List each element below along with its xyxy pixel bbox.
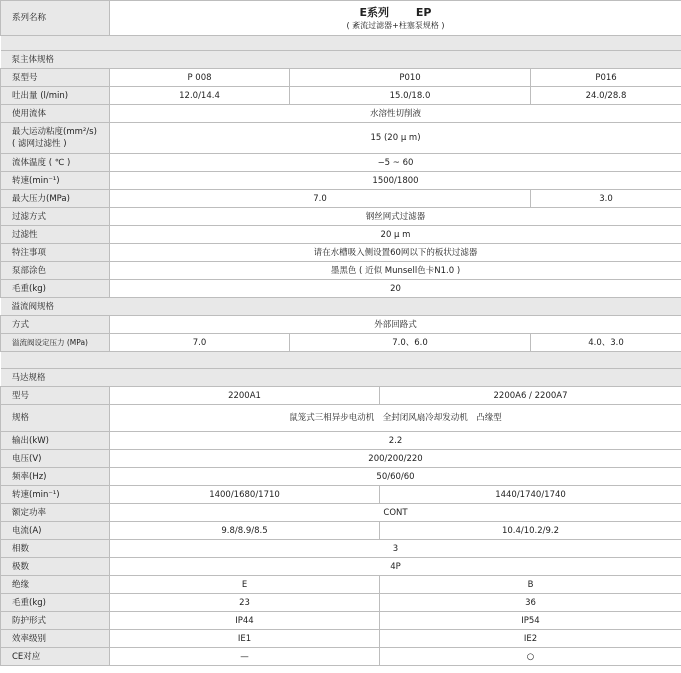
spacer-row — [1, 352, 681, 369]
header-row — [1, 1, 681, 36]
table-row: 效率级别 IE1 IE2 — [1, 630, 681, 648]
table-row: 最大运动粘度(mm²/s) ( 滤网过滤性 ) 15 (20 μ m) — [1, 123, 681, 154]
model-title: EP — [415, 5, 432, 19]
table-row: 极数 4P — [1, 558, 681, 576]
table-row: 特注事项 请在水槽吸入侧设置60网以下的板状过滤器 — [1, 244, 681, 262]
table-row: 方式 外部回路式 — [1, 316, 681, 334]
table-row: 泵部涂色 墨黑色 ( 近似 Munsell色卡N1.0 ) — [1, 262, 681, 280]
table-row: 相数 3 — [1, 540, 681, 558]
series-title: E系列 — [359, 5, 390, 19]
table-row: 额定功率 CONT — [1, 504, 681, 522]
table-row: 泵型号 P 008 P010 P016 — [1, 69, 681, 87]
table-row: CE对应 — ○ — [1, 648, 681, 666]
section-header-motor: 马达规格 — [1, 369, 681, 387]
table-row: 溢流阀设定压力 (MPa) 7.0 7.0、6.0 4.0、3.0 — [1, 334, 681, 352]
table-row: 转速(min⁻¹) 1400/1680/1710 1440/1740/1740 — [1, 486, 681, 504]
table-row: 过滤性 20 μ m — [1, 226, 681, 244]
section-header-relief: 溢流阀规格 — [1, 298, 681, 316]
series-name-label: 系列名称 — [1, 1, 110, 36]
table-row: 毛重(kg) 20 — [1, 280, 681, 298]
spacer-row — [1, 36, 681, 51]
table-row: 最大压力(MPa) 7.0 3.0 — [1, 190, 681, 208]
table-row: 绝缘 E B — [1, 576, 681, 594]
table-row: 型号 2200A1 2200A6 / 2200A7 — [1, 387, 681, 405]
page-title — [110, 1, 681, 36]
table-row: 转速(min⁻¹) 1500/1800 — [1, 172, 681, 190]
table-row: 流体温度 ( ℃ ) −5 ~ 60 — [1, 154, 681, 172]
section-header-pump: 泵主体规格 — [1, 51, 681, 69]
table-row: 规格 鼠笼式三相异步电动机 全封闭风扇冷却发动机 凸缘型 — [1, 405, 681, 432]
viscosity-label: 最大运动粘度(mm²/s) — [12, 127, 97, 137]
table-row: 毛重(kg) 23 36 — [1, 594, 681, 612]
table-row: 输出(kW) 2.2 — [1, 432, 681, 450]
table-row: 使用流体 水溶性切削液 — [1, 105, 681, 123]
table-row: 过滤方式 钢丝网式过滤器 — [1, 208, 681, 226]
table-row: 电压(V) 200/200/220 — [1, 450, 681, 468]
table-row: 电流(A) 9.8/8.9/8.5 10.4/10.2/9.2 — [1, 522, 681, 540]
series-subtitle: ( 紊流过滤器+柱塞泵规格 ) — [346, 20, 445, 30]
table-row: 频率(Hz) 50/60/60 — [1, 468, 681, 486]
viscosity-sublabel: ( 滤网过滤性 ) — [12, 139, 67, 149]
table-row: 吐出量 (l/min) 12.0/14.4 15.0/18.0 24.0/28.8 — [1, 87, 681, 105]
table-row: 防护形式 IP44 IP54 — [1, 612, 681, 630]
